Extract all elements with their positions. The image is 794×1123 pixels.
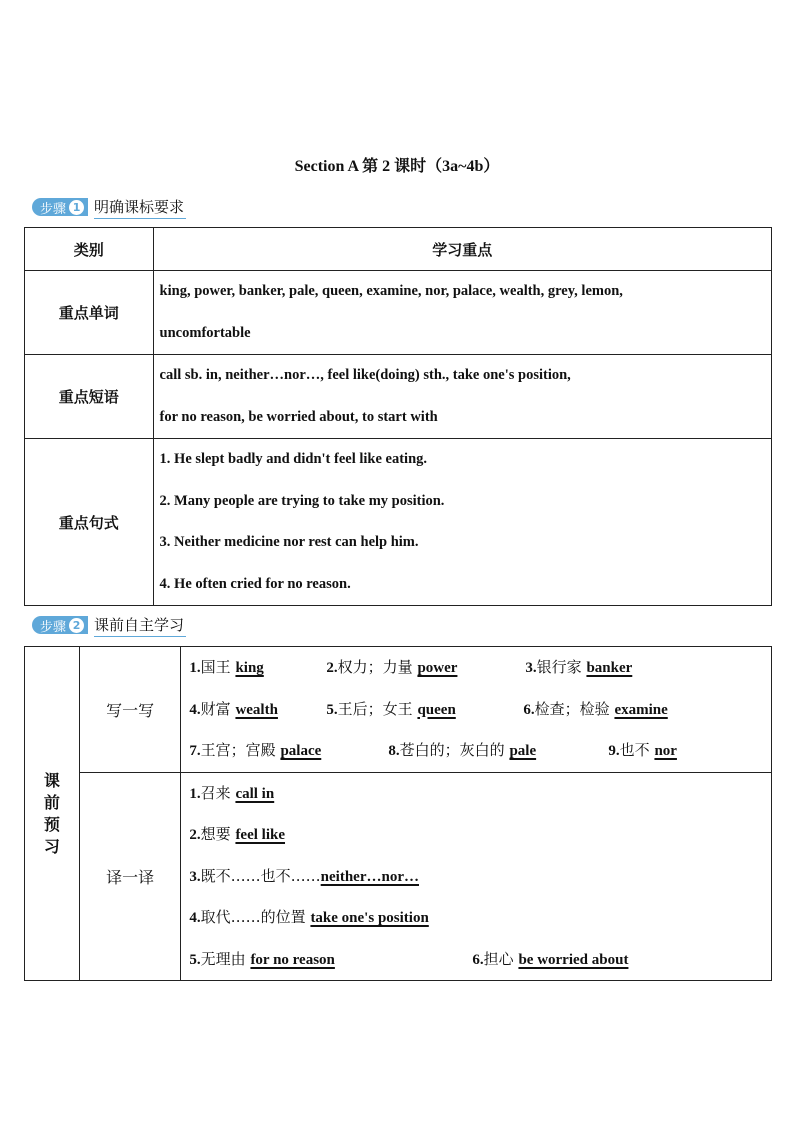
header-key-points: 学习重点	[153, 228, 771, 271]
item-number: 2.	[189, 827, 201, 843]
side-label-char: 习	[43, 836, 60, 856]
list-item	[189, 939, 472, 982]
item-prompt: 取代……的位置	[200, 908, 311, 926]
item-prompt: 财富	[200, 699, 236, 718]
item-line	[189, 773, 763, 815]
item-number: 3.	[525, 660, 537, 676]
item-answer: feel like	[235, 827, 286, 843]
list-item	[388, 730, 608, 773]
write-items	[181, 647, 772, 773]
item-answer: power	[417, 660, 458, 676]
item-line	[189, 856, 763, 898]
list-item	[189, 689, 326, 732]
list-item	[326, 689, 523, 732]
list-item	[189, 730, 388, 773]
item-prompt: 权力；力量	[337, 658, 418, 676]
item-answer: nor	[654, 743, 677, 759]
content-cell	[153, 355, 771, 439]
translate-items	[181, 772, 772, 981]
step-2-number: 2	[69, 618, 84, 633]
content-line: for no reason, be worried about, to start with	[159, 408, 438, 425]
item-number: 6.	[472, 951, 484, 968]
item-number: 4.	[189, 910, 201, 926]
category-cell: 重点短语	[25, 355, 154, 439]
item-prompt: 王宫；宫殿	[200, 741, 281, 759]
item-number: 1.	[189, 660, 201, 676]
content-cell	[153, 439, 771, 606]
section-name-write: 写一写	[79, 647, 181, 773]
item-number: 4.	[189, 701, 201, 718]
item-number: 8.	[388, 743, 400, 759]
category-cell: 重点句式	[25, 439, 154, 606]
item-prompt: 检查；检验	[534, 699, 615, 718]
content-line: 4. He often cried for no reason.	[159, 575, 351, 592]
content-line: king, power, banker, pale, queen, examine, nor, palace, wealth, grey, lemon,	[159, 283, 623, 299]
side-label-char: 前	[43, 792, 60, 812]
item-line	[189, 730, 763, 772]
item-prompt: 王后；女王	[337, 699, 418, 718]
item-number: 7.	[189, 743, 201, 759]
list-item	[326, 647, 525, 690]
item-prompt: 银行家	[536, 658, 587, 676]
content-line: 1. He slept badly and didn't feel like eating.	[159, 451, 428, 467]
content-line: 2. Many people are trying to take my position.	[159, 492, 445, 509]
item-number: 5.	[189, 951, 201, 968]
side-label-char: 预	[43, 814, 60, 834]
step-2-badge-text: 步骤	[40, 619, 67, 635]
side-label	[25, 647, 80, 981]
table-row-write	[25, 647, 772, 773]
item-answer: banker	[586, 660, 633, 676]
list-item	[525, 647, 632, 690]
item-number: 5.	[326, 701, 338, 718]
table-header-row	[25, 228, 772, 271]
item-number: 3.	[189, 868, 201, 885]
item-prompt: 想要	[200, 825, 236, 843]
page-title: Section A 第 2 课时（3a~4b）	[294, 158, 500, 175]
content-line: 3. Neither medicine nor rest can help him.	[159, 534, 419, 550]
table-row-sentences	[25, 439, 772, 606]
item-prompt: 苍白的；灰白的	[399, 741, 510, 759]
list-item	[608, 730, 677, 773]
key-points-table	[24, 227, 772, 606]
content-line: uncomfortable	[159, 324, 251, 341]
step-2-heading	[32, 614, 186, 636]
content-line: call sb. in, neither…nor…, feel like(doing) sth., take one's position,	[159, 367, 571, 383]
item-prompt: 无理由	[200, 949, 251, 968]
item-answer: be worried about	[518, 951, 629, 968]
item-prompt: 国王	[200, 658, 236, 676]
list-item	[189, 897, 428, 940]
item-prompt: 既不……也不……	[200, 866, 321, 885]
item-answer: for no reason	[250, 951, 335, 968]
item-line	[189, 897, 763, 939]
list-item	[472, 939, 628, 982]
step-2-label: 课前自主学习	[94, 614, 186, 637]
list-item	[189, 814, 285, 857]
item-line	[189, 647, 763, 689]
item-number: 1.	[189, 785, 201, 802]
category-cell: 重点单词	[25, 271, 154, 355]
side-label-char: 课	[43, 770, 60, 790]
list-item	[523, 689, 667, 732]
item-prompt: 也不	[619, 741, 655, 759]
header-category: 类别	[25, 228, 154, 271]
item-answer: take one's position	[310, 910, 429, 926]
item-answer: king	[235, 660, 264, 676]
step-1-number: 1	[69, 200, 84, 215]
item-prompt: 担心	[483, 949, 519, 968]
item-line	[189, 939, 763, 981]
item-answer: palace	[280, 743, 322, 759]
table-row-phrases	[25, 355, 772, 439]
list-item	[189, 856, 419, 899]
content-cell	[153, 271, 771, 355]
item-answer: examine	[614, 701, 668, 718]
item-answer: pale	[509, 743, 537, 759]
list-item	[189, 773, 274, 816]
item-number: 2.	[326, 660, 338, 676]
item-answer: call in	[235, 785, 275, 802]
step-1-label: 明确课标要求	[94, 196, 186, 219]
table-row-translate	[25, 772, 772, 981]
preview-table	[24, 646, 772, 981]
item-line	[189, 814, 763, 856]
step-1-badge	[32, 198, 88, 216]
item-answer: neither…nor…	[320, 868, 419, 885]
step-2-badge	[32, 616, 88, 634]
list-item	[189, 647, 326, 690]
item-line	[189, 689, 763, 731]
table-row-words	[25, 271, 772, 355]
step-1-heading	[32, 196, 186, 218]
step-1-badge-text: 步骤	[40, 201, 67, 217]
item-prompt: 召来	[200, 783, 236, 802]
item-answer: queen	[417, 701, 456, 718]
item-number: 6.	[523, 701, 535, 718]
item-answer: wealth	[235, 701, 278, 718]
section-name-translate: 译一译	[79, 772, 181, 981]
item-number: 9.	[608, 743, 620, 759]
